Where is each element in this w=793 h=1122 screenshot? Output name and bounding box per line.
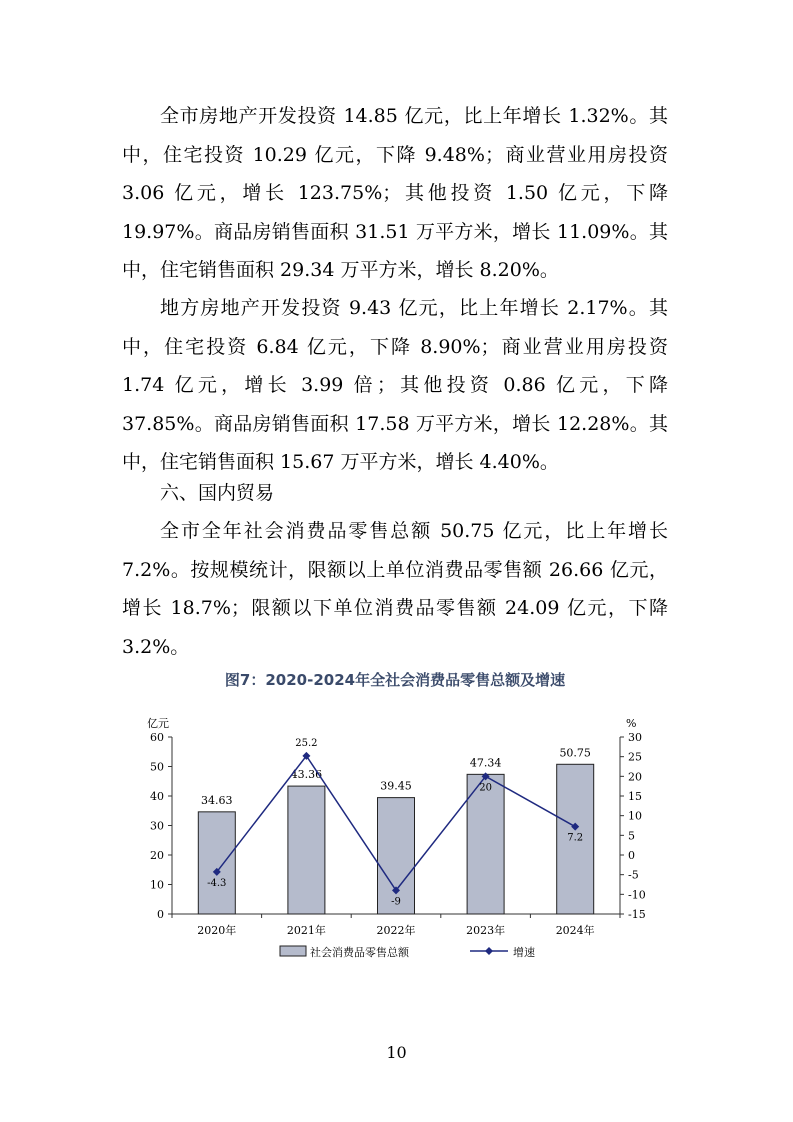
right-tick-label: -15	[628, 908, 646, 921]
right-tick-label: -10	[628, 888, 646, 902]
growth-value-label: 20	[479, 782, 492, 794]
left-tick-label: 10	[150, 878, 164, 892]
right-tick-label: 5	[628, 829, 635, 843]
paragraph-retail: 全市全年社会消费品零售总额 50.75 亿元，比上年增长 7.2%。按规模统计，限额以上单位消费品零售额 26.66 亿元，增长 18.7%；限额以下单位消费品零售额 24.09 亿元，下降 3.2%。	[122, 520, 668, 658]
paragraph-real-estate-local: 地方房地产开发投资 9.43 亿元，比上年增长 2.17%。其中，住宅投资 6.84 亿元，下降 8.90%；商业营业用房投资 1.74 亿元，增长 3.99 倍；其他投资 0.86 亿元，下降 37.85%。商品房销售面积 17.58 万平方米，增长 12.28%。其中，住宅销售面积 15.67 万平方米，增长 4.40%。	[122, 297, 668, 473]
section-heading: 六、国内贸易	[160, 482, 275, 504]
right-tick-label: 20	[628, 770, 642, 784]
bar	[198, 812, 235, 914]
x-tick-label: 2023年	[466, 924, 506, 937]
growth-value-label: -9	[391, 896, 401, 908]
bar	[288, 786, 325, 914]
legend-line-label: 增速	[513, 946, 535, 959]
legend-line-marker	[485, 947, 493, 955]
page-number: 10	[386, 1043, 407, 1062]
right-axis-unit: %	[626, 717, 637, 730]
left-axis-unit: 亿元	[147, 717, 169, 730]
right-tick-label: -5	[628, 868, 639, 882]
left-tick-label: 40	[150, 790, 164, 803]
bar	[467, 774, 504, 914]
bar-value-label: 39.45	[380, 779, 412, 793]
growth-value-label: -4.3	[207, 877, 227, 889]
left-tick-label: 20	[150, 849, 164, 862]
left-tick-label: 0	[157, 908, 164, 921]
paragraph-real-estate-city: 全市房地产开发投资 14.85 亿元，比上年增长 1.32%。其中，住宅投资 10.29 亿元，下降 9.48%；商业营业用房投资 3.06 亿元，增长 123.75%；其他投资 1.50 亿元，下降 19.97%。商品房销售面积 31.51 万平方米，增长 11.09%。其中，住宅销售面积 29.34 万平方米，增长 8.20%。	[122, 105, 668, 281]
x-tick-label: 2020年	[197, 924, 237, 937]
left-tick-label: 60	[150, 731, 164, 744]
x-tick-label: 2022年	[376, 924, 416, 937]
right-tick-label: 25	[628, 750, 642, 764]
x-tick-label: 2024年	[555, 924, 595, 937]
bar-value-label: 34.63	[201, 793, 233, 807]
left-tick-label: 50	[150, 760, 164, 774]
legend-bar-label: 社会消费品零售总额	[310, 946, 409, 959]
growth-value-label: 25.2	[295, 737, 318, 749]
bar-value-label: 50.75	[559, 746, 591, 760]
right-tick-label: 15	[628, 790, 642, 803]
bar-value-label: 47.34	[469, 756, 502, 770]
bar-value-label: 43.36	[290, 768, 323, 782]
growth-value-label: 7.2	[567, 832, 584, 844]
figure-title: 图7：2020-2024年全社会消费品零售总额及增速	[224, 671, 566, 689]
right-tick-label: 30	[628, 731, 642, 744]
right-tick-label: 10	[628, 809, 642, 823]
left-tick-label: 30	[150, 819, 164, 833]
legend-bar-swatch	[280, 946, 306, 956]
retail-sales-chart	[130, 710, 650, 970]
right-tick-label: 0	[628, 849, 635, 862]
x-tick-label: 2021年	[286, 924, 326, 937]
